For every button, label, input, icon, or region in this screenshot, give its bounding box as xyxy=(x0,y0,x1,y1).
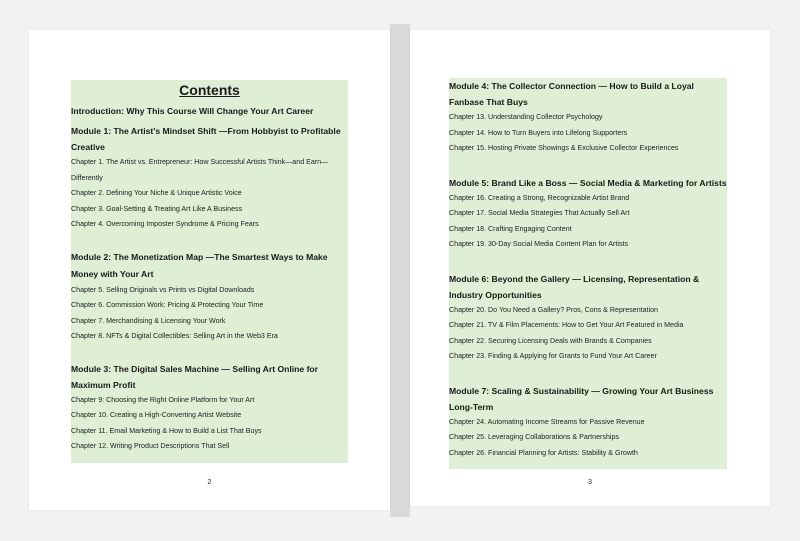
toc-chapter: Chapter 11. Email Marketing & How to Build a List That Buys xyxy=(71,426,262,435)
toc-chapter: Chapter 24. Automating Income Streams for Passive Revenue xyxy=(449,417,645,426)
toc-chapter: Chapter 1. The Artist vs. Entrepreneur: How Successful Artists Think—and Earn—Differently xyxy=(71,158,329,182)
toc-chapter: Chapter 5. Selling Originals vs Prints vs Digital Downloads xyxy=(71,285,255,294)
toc-chapter: Chapter 6. Commission Work: Pricing & Protecting Your Time xyxy=(71,301,264,309)
table-of-contents-continued xyxy=(449,78,727,469)
toc-chapter: Chapter 26. Financial Planning for Artists: Stability & Growth xyxy=(449,448,638,457)
toc-chapter: Chapter 23. Finding & Applying for Grants to Fund Your Art Career xyxy=(449,352,657,360)
toc-module-4: Module 4: The Collector Connection — How to Build a Loyal Fanbase That Buys xyxy=(449,81,694,107)
toc-chapter: Chapter 17. Social Media Strategies That Actually Sell Art xyxy=(449,209,630,217)
toc-chapter: Chapter 7. Merchandising & Licensing Your Work xyxy=(71,316,226,325)
toc-chapter: Chapter 21. TV & Film Placements: How to Get Your Art Featured in Media xyxy=(449,321,684,329)
toc-chapter: Chapter 3. Goal-Setting & Treating Art Like A Business xyxy=(71,204,243,213)
page-number: 3 xyxy=(587,477,593,486)
toc-chapter: Chapter 25. Leveraging Collaborations & Partnerships xyxy=(449,433,619,441)
toc-chapter: Chapter 8. NFTs & Digital Collectibles: Selling Art in the Web3 Era xyxy=(71,332,278,340)
toc-module-6: Module 6: Beyond the Gallery — Licensing, Representation & Industry Opportunities xyxy=(449,273,700,300)
toc-chapter: Chapter 13. Understanding Collector Psychology xyxy=(449,113,603,121)
toc-module-1: Module 1: The Artist’s Mindset Shift —From Hobbyist to Profitable Creative xyxy=(71,126,341,152)
toc-chapter: Chapter 20. Do You Need a Gallery? Pros, Cons & Representation xyxy=(449,305,658,314)
toc-chapter: Chapter 10. Creating a High-Converting Artist Website xyxy=(71,411,242,419)
page-number: 2 xyxy=(207,477,212,486)
toc-chapter: Chapter 4. Overcoming Imposter Syndrome & Pricing Fears xyxy=(71,220,259,228)
document-page-2 xyxy=(29,30,390,510)
toc-module-5: Module 5: Brand Like a Boss — Social Media & Marketing for Artists xyxy=(449,177,727,188)
toc-module-7: Module 7: Scaling & Sustainability — Growing Your Art Business Long-Term xyxy=(449,385,714,412)
toc-chapter: Chapter 19. 30-Day Social Media Content Plan for Artists xyxy=(449,240,629,248)
toc-module-2: Module 2: The Monetization Map —The Smartest Ways to Make Money with Your Art xyxy=(71,251,328,279)
document-page-3 xyxy=(410,30,770,506)
toc-chapter: Chapter 15. Hosting Private Showings & Exclusive Collector Experiences xyxy=(449,144,679,152)
page-gutter xyxy=(390,24,410,517)
table-of-contents xyxy=(71,80,348,463)
contents-heading: Contents xyxy=(179,82,240,98)
toc-chapter: Chapter 16. Creating a Strong, Recognizable Artist Brand xyxy=(449,193,630,202)
toc-chapter: Chapter 12. Writing Product Descriptions That Sell xyxy=(71,442,230,450)
toc-chapter: Chapter 14. How to Turn Buyers into Lifelong Supporters xyxy=(449,128,628,137)
toc-chapter: Chapter 2. Defining Your Niche & Unique Artistic Voice xyxy=(71,189,242,197)
toc-chapter: Chapter 18. Crafting Engaging Content xyxy=(449,224,572,233)
toc-introduction: Introduction: Why This Course Will Change Your Art Career xyxy=(71,106,314,116)
toc-module-3: Module 3: The Digital Sales Machine — Selling Art Online for Maximum Profit xyxy=(71,363,319,390)
toc-chapter: Chapter 22. Securing Licensing Deals with Brands & Companies xyxy=(449,336,652,345)
toc-chapter: Chapter 9: Choosing the Right Online Platform for Your Art xyxy=(71,395,255,404)
